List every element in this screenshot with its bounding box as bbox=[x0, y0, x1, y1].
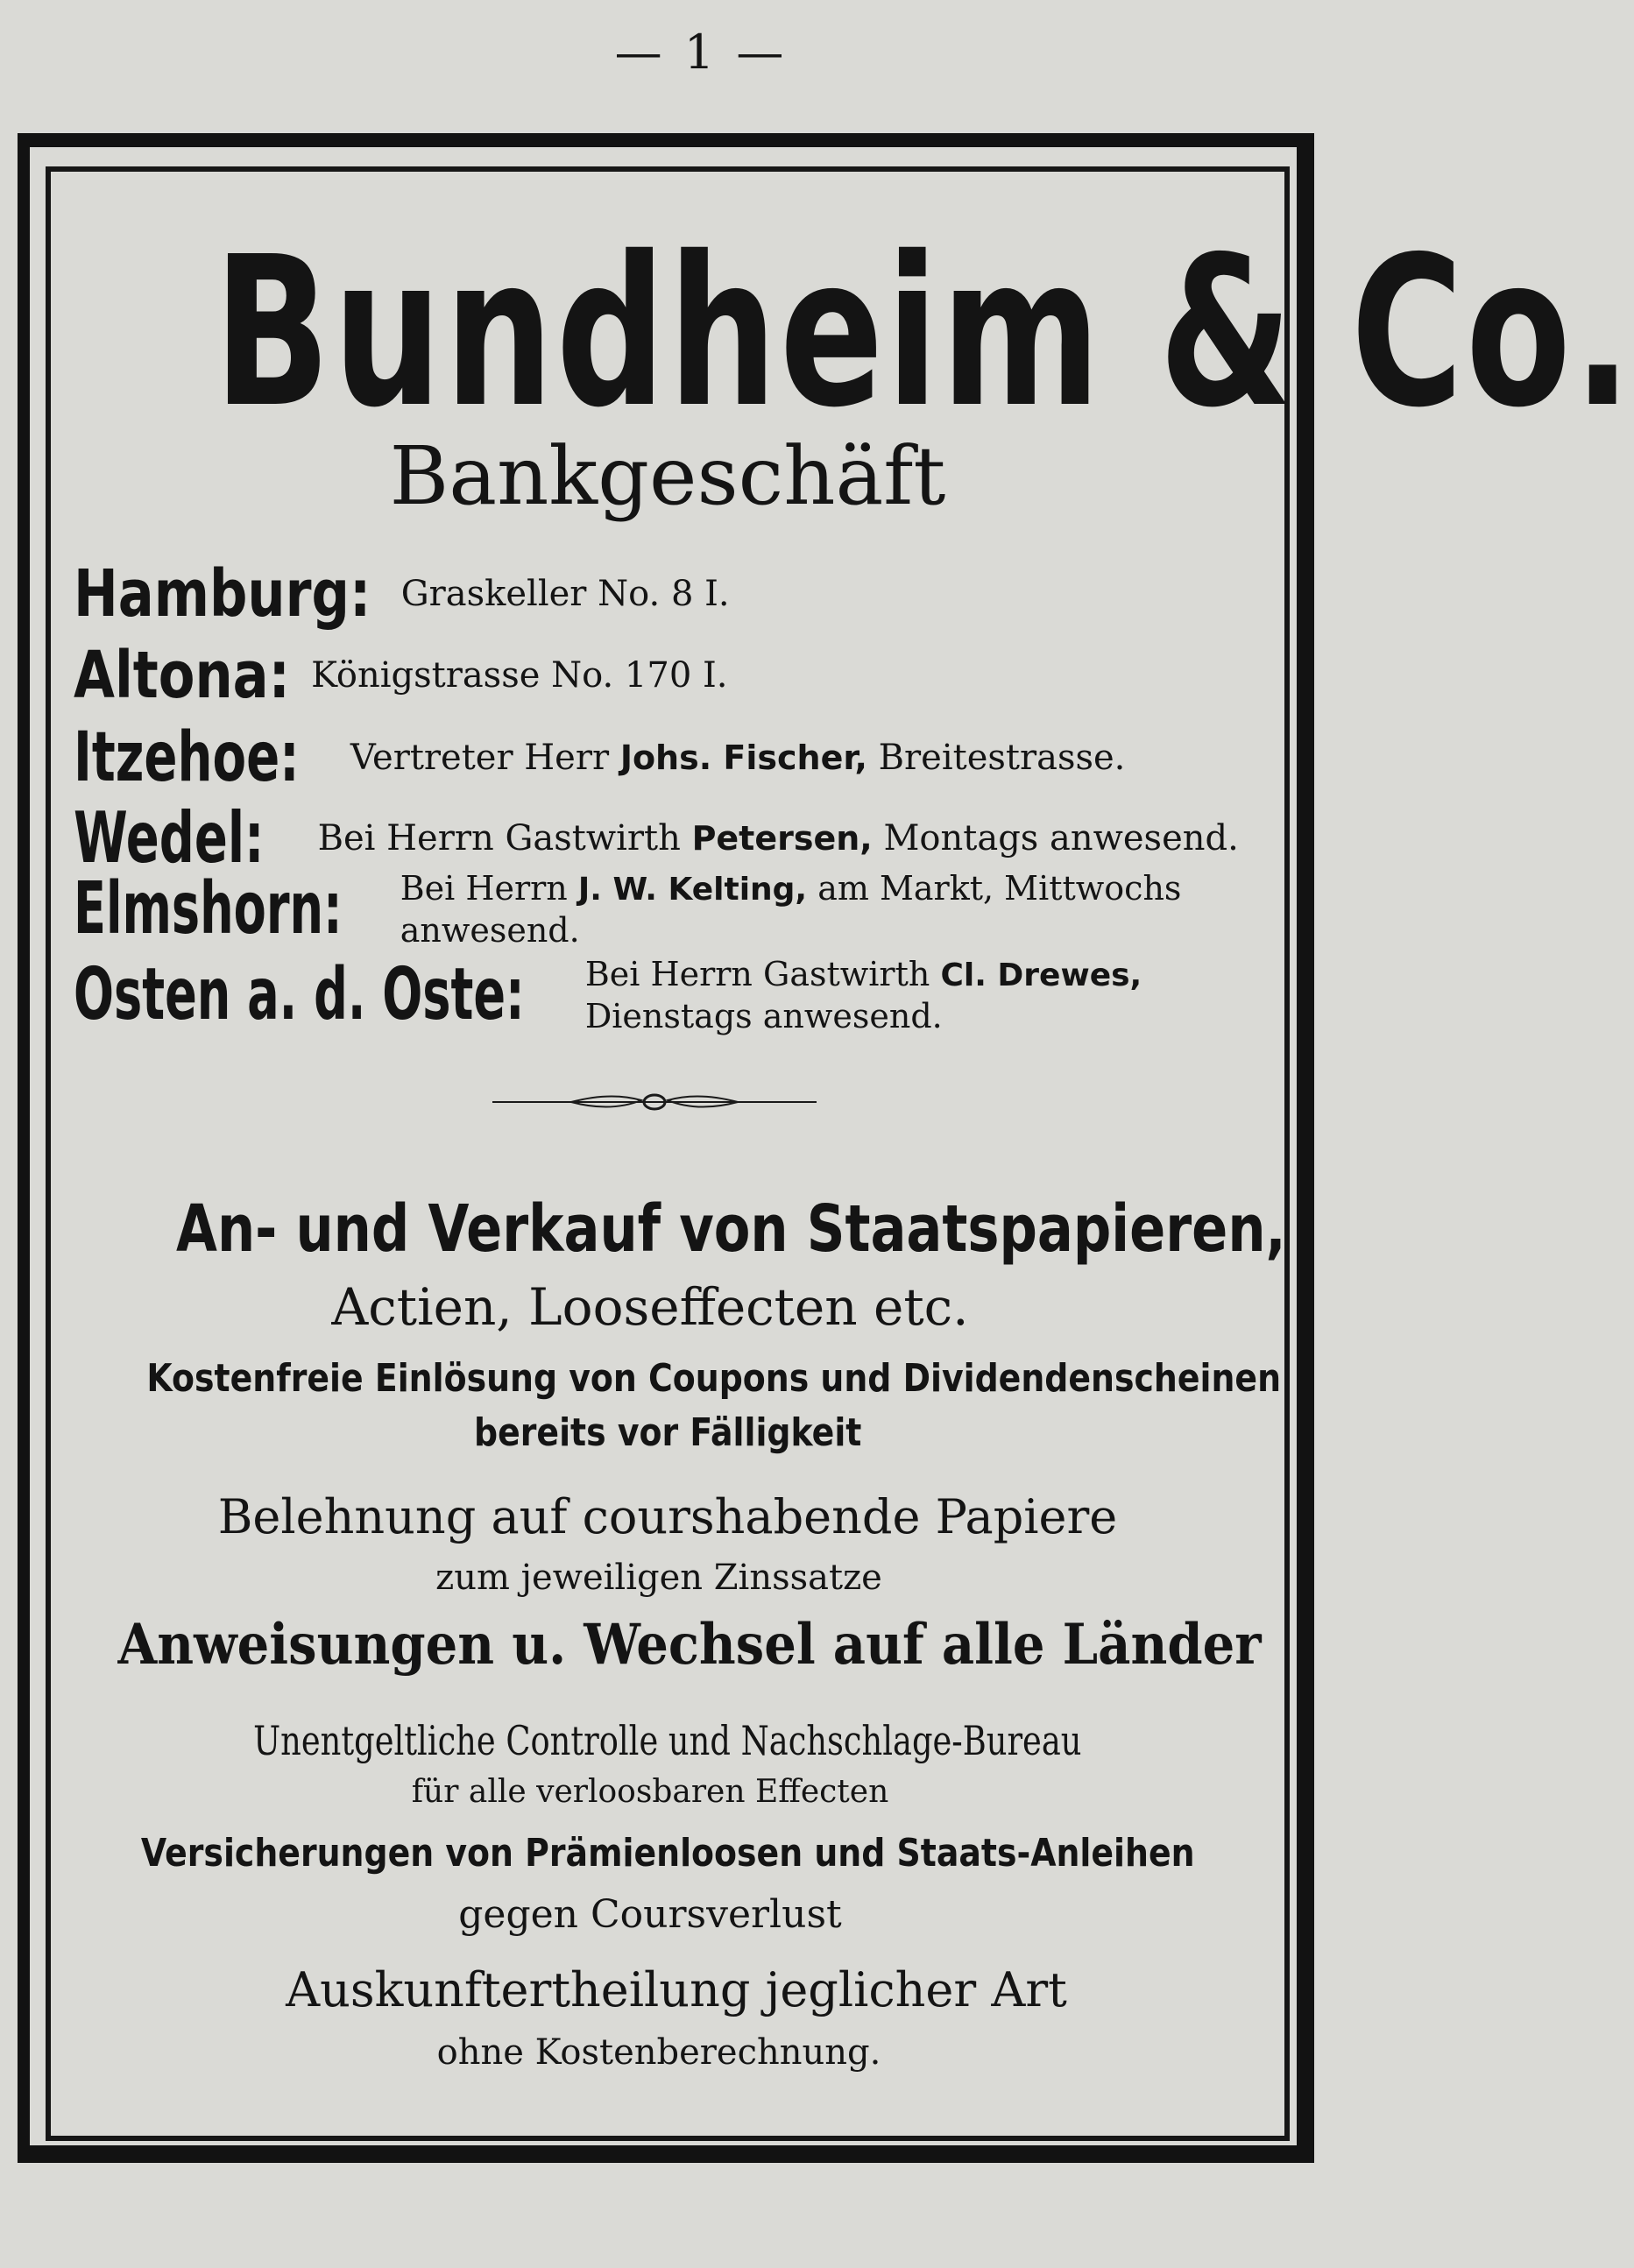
service-auskunft: Auskunftertheilung jeglicher Art bbox=[286, 1962, 1067, 2017]
service-belehnung-sub: zum jeweiligen Zinssatze bbox=[435, 1558, 882, 1598]
branch-address bbox=[350, 738, 1126, 778]
address-post: Breitestrasse. bbox=[878, 738, 1126, 778]
service-versicherungen bbox=[54, 1831, 1281, 1876]
branch-city: Hamburg: bbox=[74, 556, 371, 632]
branch-address bbox=[400, 868, 1182, 950]
service-auskunft-sub: ohne Kostenberechnung. bbox=[436, 2032, 881, 2073]
service-subtitle: Actien, Looseffecten etc. bbox=[331, 1277, 969, 1337]
address-pre: Bei Herrn bbox=[400, 868, 568, 908]
branch-city: Altona: bbox=[74, 638, 290, 713]
address-post: am Markt, Mittwochs bbox=[817, 868, 1182, 908]
page-number: — 1 — bbox=[614, 25, 788, 80]
service-staatspapiere bbox=[54, 1191, 1286, 1267]
agent-name: Petersen, bbox=[691, 818, 873, 858]
branch-city: Wedel: bbox=[74, 797, 265, 879]
firm-subtitle: Bankgeschäft bbox=[389, 429, 946, 523]
address-post: Montags anwesend. bbox=[883, 817, 1239, 858]
branch-address: Graskeller No. 8 I. bbox=[400, 574, 730, 614]
service-title: Unentgeltliche Controlle und Nachschlage-Bureau bbox=[253, 1717, 1082, 1764]
branch-city: Elmshorn: bbox=[74, 867, 343, 950]
branch-address: Königstrasse No. 170 I. bbox=[311, 655, 728, 696]
service-controlle-sub: für alle verloosbaren Effecten bbox=[411, 1774, 889, 1810]
branch-hamburg bbox=[74, 556, 730, 632]
service-anweisungen bbox=[54, 1612, 1281, 1678]
branch-altona bbox=[74, 638, 728, 713]
advertisement bbox=[54, 175, 1634, 2132]
branch-city: Itzehoe: bbox=[74, 718, 300, 797]
branch-city: Osten a. d. Oste: bbox=[74, 953, 525, 1036]
address-line2: Dienstags anwesend. bbox=[584, 996, 943, 1035]
service-title: Versicherungen von Prämienloosen und Staats-Anleihen bbox=[140, 1831, 1195, 1876]
address-pre: Vertreter Herr bbox=[350, 738, 610, 778]
service-subtitle: bereits vor Fälligkeit bbox=[473, 1410, 862, 1455]
service-belehnung: Belehnung auf courshabende Papiere bbox=[217, 1489, 1118, 1544]
agent-name: Cl. Drewes, bbox=[940, 957, 1142, 993]
address-pre: Bei Herrn Gastwirth bbox=[317, 817, 681, 858]
service-title: Kostenfreie Einlösung von Coupons und Dividendenscheinen bbox=[146, 1356, 1282, 1401]
service-versicherungen-sub: gegen Coursverlust bbox=[458, 1892, 842, 1937]
service-coupons-line2 bbox=[54, 1410, 1281, 1455]
service-controlle bbox=[54, 1717, 1281, 1764]
service-title: An- und Verkauf von Staatspapieren, bbox=[176, 1191, 1286, 1267]
branch-address bbox=[318, 818, 1239, 858]
agent-name: J. W. Kelting, bbox=[577, 871, 808, 908]
agent-name: Johs. Fischer, bbox=[619, 738, 867, 777]
branch-itzehoe bbox=[74, 718, 1125, 797]
branch-osten bbox=[74, 953, 1142, 1036]
branch-address bbox=[585, 954, 1142, 1036]
service-coupons bbox=[54, 1356, 1281, 1401]
branch-elmshorn bbox=[74, 867, 1181, 950]
address-pre: Bei Herrn Gastwirth bbox=[584, 954, 930, 993]
firm-name: Bundheim & Co. bbox=[214, 212, 1634, 453]
ornament-divider bbox=[492, 1086, 817, 1118]
service-title: Anweisungen u. Wechsel auf alle Länder bbox=[117, 1612, 1262, 1678]
address-line2: anwesend. bbox=[400, 910, 580, 950]
